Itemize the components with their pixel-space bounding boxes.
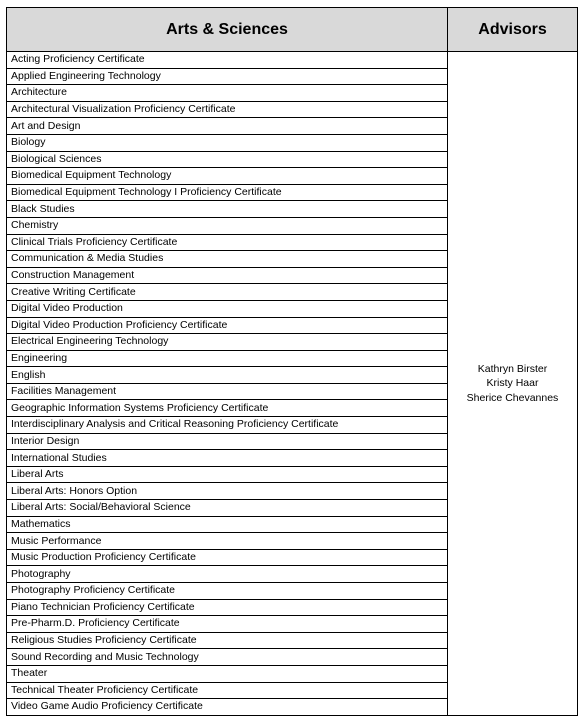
program-cell: Chemistry	[7, 217, 448, 234]
advisor-name: Kathryn Birster	[477, 362, 548, 375]
table-header-row	[7, 8, 578, 52]
program-cell: Interdisciplinary Analysis and Critical Reasoning Proficiency Certificate	[7, 417, 448, 434]
program-cell: Music Production Proficiency Certificate	[7, 549, 448, 566]
program-cell: Architectural Visualization Proficiency Certificate	[7, 101, 448, 118]
program-cell: Liberal Arts	[7, 466, 448, 483]
program-cell: Biological Sciences	[7, 151, 448, 168]
program-cell: Sound Recording and Music Technology	[7, 649, 448, 666]
program-cell: Facilities Management	[7, 383, 448, 400]
program-cell: Pre-Pharm.D. Proficiency Certificate	[7, 616, 448, 633]
program-cell: Clinical Trials Proficiency Certificate	[7, 234, 448, 251]
program-cell: Liberal Arts: Social/Behavioral Science	[7, 500, 448, 517]
program-cell: Electrical Engineering Technology	[7, 334, 448, 351]
program-cell: Biology	[7, 134, 448, 151]
header-advisors: Advisors	[448, 8, 578, 52]
program-cell: Photography	[7, 566, 448, 583]
program-cell: English	[7, 367, 448, 384]
program-cell: Digital Video Production Proficiency Certificate	[7, 317, 448, 334]
program-cell: Art and Design	[7, 118, 448, 135]
program-cell: International Studies	[7, 450, 448, 467]
program-cell: Theater	[7, 665, 448, 682]
program-cell: Video Game Audio Proficiency Certificate	[7, 699, 448, 716]
program-cell: Communication & Media Studies	[7, 251, 448, 268]
advisor-name: Kristy Haar	[486, 377, 539, 390]
program-cell: Mathematics	[7, 516, 448, 533]
programs-advisors-table	[6, 7, 578, 716]
header-programs: Arts & Sciences	[7, 8, 448, 52]
advisor-name: Sherice Chevannes	[466, 391, 559, 404]
program-cell: Biomedical Equipment Technology I Proficiency Certificate	[7, 184, 448, 201]
program-cell: Photography Proficiency Certificate	[7, 583, 448, 600]
program-cell: Black Studies	[7, 201, 448, 218]
program-cell: Applied Engineering Technology	[7, 68, 448, 85]
program-cell: Geographic Information Systems Proficiency Certificate	[7, 400, 448, 417]
program-cell: Music Performance	[7, 533, 448, 550]
program-cell: Construction Management	[7, 267, 448, 284]
program-cell: Creative Writing Certificate	[7, 284, 448, 301]
program-cell: Biomedical Equipment Technology	[7, 168, 448, 185]
table-row	[7, 52, 578, 69]
program-cell: Acting Proficiency Certificate	[7, 52, 448, 69]
advisors-cell	[448, 52, 578, 716]
program-cell: Liberal Arts: Honors Option	[7, 483, 448, 500]
program-cell: Religious Studies Proficiency Certificate	[7, 632, 448, 649]
program-cell: Technical Theater Proficiency Certificate	[7, 682, 448, 699]
program-cell: Piano Technician Proficiency Certificate	[7, 599, 448, 616]
program-cell: Interior Design	[7, 433, 448, 450]
table-body	[7, 52, 578, 716]
program-cell: Digital Video Production	[7, 300, 448, 317]
program-cell: Engineering	[7, 350, 448, 367]
program-cell: Architecture	[7, 85, 448, 102]
